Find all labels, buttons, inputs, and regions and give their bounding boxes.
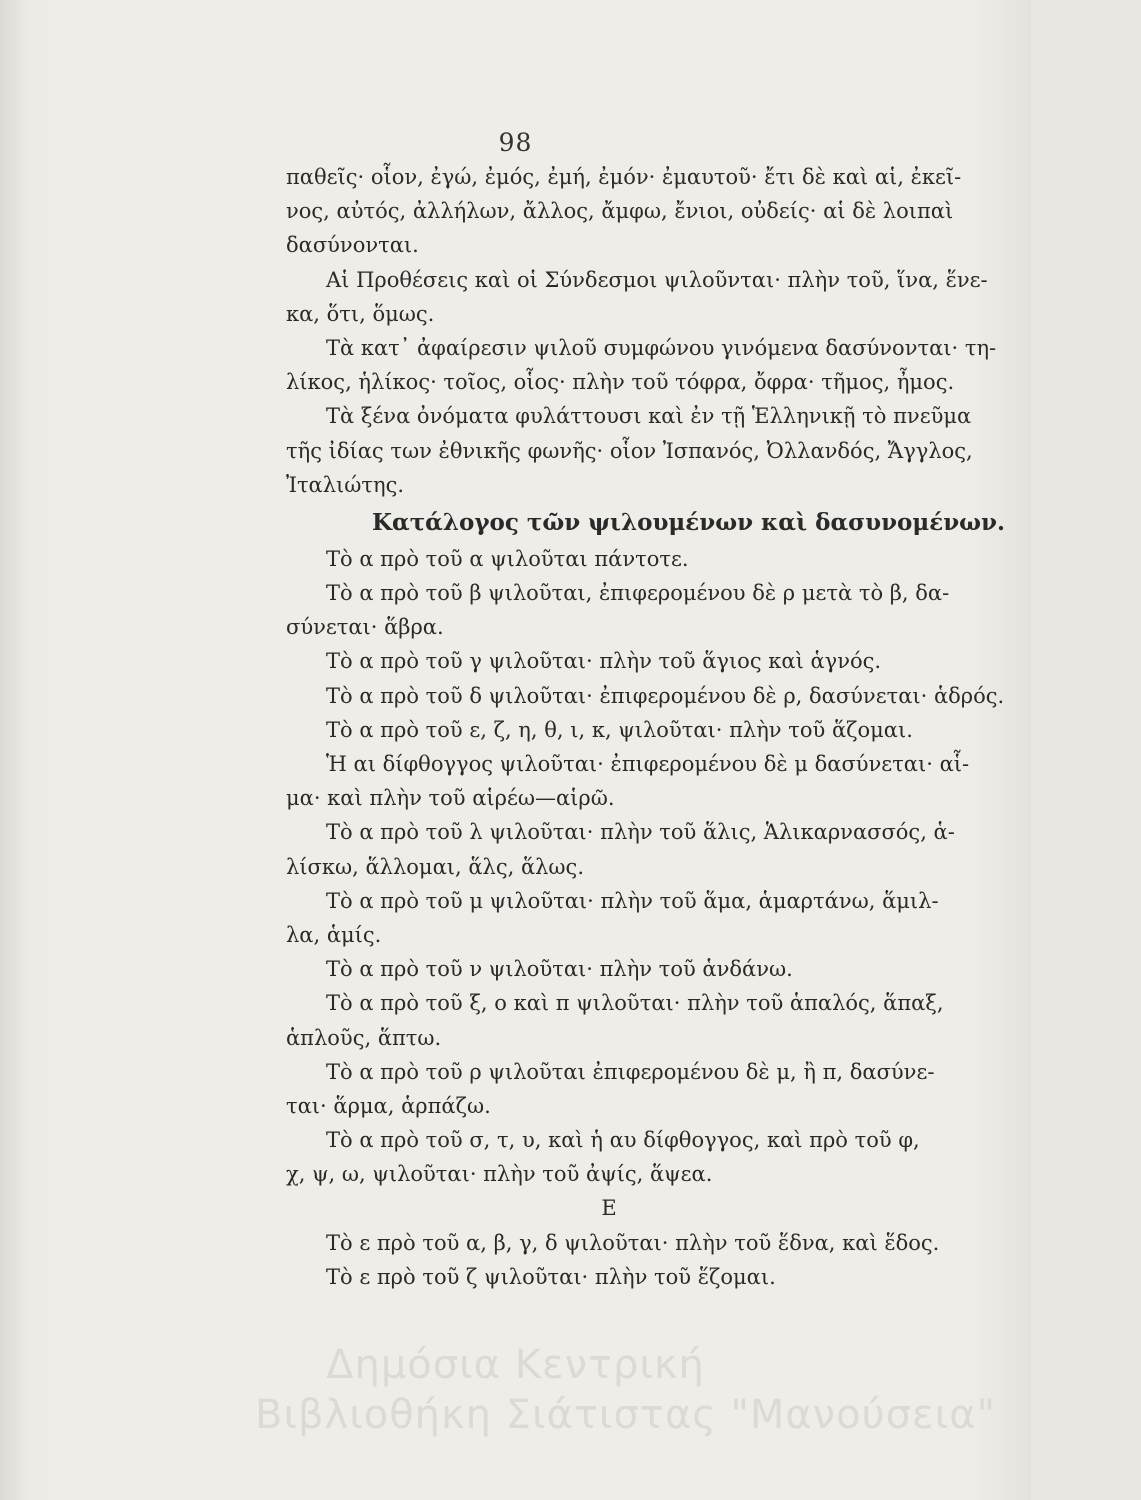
text-line: Τὸ α πρὸ τοῦ ρ ψιλοῦται ἐπιφερομένου δὲ μ, ἢ π, δασύνε- (326, 1059, 935, 1084)
text-line: λίσκω, ἅλλομαι, ἅλς, ἅλως. (286, 854, 584, 879)
text-line: μα· καὶ πλὴν τοῦ αἱρέω—αἱρῶ. (286, 786, 615, 811)
section-heading: Κατάλογος τῶν ψιλουμένων καὶ δασυνομένων. (372, 508, 1006, 536)
body-text (286, 160, 1006, 1294)
text-line: δασύνονται. (286, 233, 419, 258)
text-line: Τὸ α πρὸ τοῦ β ψιλοῦται, ἐπιφερομένου δὲ ρ μετὰ τὸ β, δα- (326, 581, 950, 606)
text-line: Τὸ ε πρὸ τοῦ α, β, γ, δ ψιλοῦται· πλὴν τοῦ ἕδνα, καὶ ἕδος. (326, 1230, 940, 1255)
text-line: νος, αὐτός, ἀλλήλων, ἄλλος, ἄμφω, ἔνιοι, οὐδείς· αἱ δὲ λοιπαὶ (286, 199, 954, 224)
text-line: Τὸ α πρὸ τοῦ λ ψιλοῦται· πλὴν τοῦ ἅλις, Ἁλικαρνασσός, ἁ- (326, 820, 955, 845)
text-line: Αἱ Προθέσεις καὶ οἱ Σύνδεσμοι ψιλοῦνται· πλὴν τοῦ, ἵνα, ἕνε- (326, 267, 988, 292)
text-line: ἁπλοῦς, ἅπτω. (286, 1025, 442, 1050)
text-line: Τὸ α πρὸ τοῦ ε, ζ, η, θ, ι, κ, ψιλοῦται· πλὴν τοῦ ἅζομαι. (326, 717, 913, 742)
watermark-line-1: Δημόσια Κεντρική (326, 1342, 705, 1388)
text-line: Τὸ α πρὸ τοῦ σ, τ, υ, καὶ ἡ αυ δίφθογγος, καὶ πρὸ τοῦ φ, (326, 1128, 920, 1153)
text-line: χ, ψ, ω, ψιλοῦται· πλὴν τοῦ ἀψίς, ἅψεα. (286, 1162, 713, 1187)
text-line: Τὸ α πρὸ τοῦ μ ψιλοῦται· πλὴν τοῦ ἅμα, ἁμαρτάνω, ἅμιλ- (326, 888, 939, 913)
text-line: Τὸ α πρὸ τοῦ ν ψιλοῦται· πλὴν τοῦ ἁνδάνω. (326, 957, 793, 982)
text-line: Ἰταλιώτης. (286, 472, 405, 497)
text-line: Τὸ α πρὸ τοῦ δ ψιλοῦται· ἐπιφερομένου δὲ ρ, δασύνεται· ἁδρός. (326, 683, 1005, 708)
page-number: 98 (498, 128, 533, 157)
text-line: Τὰ ξένα ὀνόματα φυλάττουσι καὶ ἐν τῇ Ἑλληνικῇ τὸ πνεῦμα (326, 404, 972, 429)
watermark-line-2: Βιβλιοθήκη Σιάτιστας "Μανούσεια" (255, 1392, 996, 1438)
text-line: κα, ὅτι, ὅμως. (286, 301, 435, 326)
section-letter: Ε (601, 1196, 617, 1221)
text-line: τῆς ἰδίας των ἐθνικῆς φωνῆς· οἷον Ἰσπανός, Ὀλλανδός, Ἄγγλος, (286, 438, 973, 463)
text-line: Ἡ αι δίφθογγος ψιλοῦται· ἐπιφερομένου δὲ μ δασύνεται· αἷ- (326, 752, 970, 776)
text-line: Τὸ α πρὸ τοῦ ξ, ο καὶ π ψιλοῦται· πλὴν τοῦ ἁπαλός, ἅπαξ, (326, 991, 944, 1016)
text-line: λα, ἁμίς. (286, 922, 382, 947)
text-line: παθεῖς· οἷον, ἐγώ, ἐμός, ἐμή, ἐμόν· ἐμαυτοῦ· ἔτι δὲ καὶ αἱ, ἐκεῖ- (286, 165, 962, 189)
text-line: ται· ἅρμα, ἁρπάζω. (286, 1093, 491, 1118)
text-line: Τὰ κατ᾽ ἀφαίρεσιν ψιλοῦ συμφώνου γινόμενα δασύνονται· τη- (326, 335, 997, 360)
text-line: Τὸ ε πρὸ τοῦ ζ ψιλοῦται· πλὴν τοῦ ἕζομαι. (326, 1264, 776, 1289)
text-line: Τὸ α πρὸ τοῦ α ψιλοῦται πάντοτε. (326, 546, 689, 571)
text-line: σύνεται· ἅβρα. (286, 615, 444, 640)
text-line: Τὸ α πρὸ τοῦ γ ψιλοῦται· πλὴν τοῦ ἅγιος καὶ ἁγνός. (326, 649, 882, 674)
text-line: λίκος, ἡλίκος· τοῖος, οἷος· πλὴν τοῦ τόφρα, ὄφρα· τῆμος, ἦμος. (286, 370, 955, 395)
